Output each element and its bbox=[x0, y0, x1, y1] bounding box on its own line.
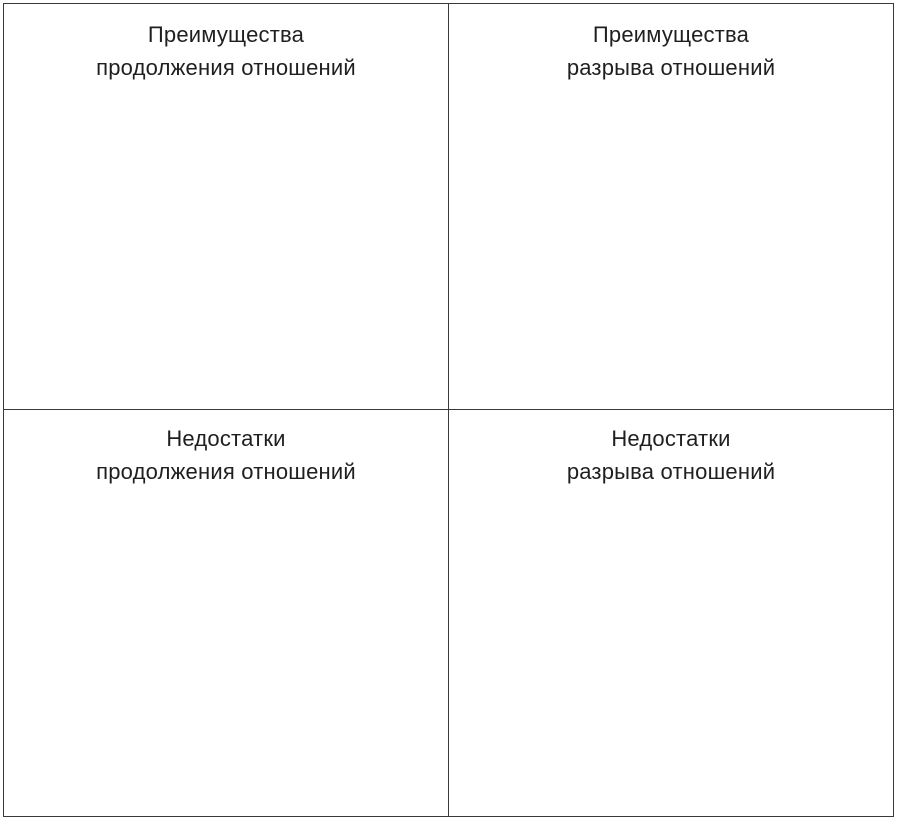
heading-line-2: разрыва отношений bbox=[566, 55, 776, 80]
heading-line-1: Преимущества bbox=[592, 22, 750, 47]
heading-line-1: Недостатки bbox=[611, 426, 731, 451]
heading-line-2: разрыва отношений bbox=[566, 459, 776, 484]
decision-matrix bbox=[3, 3, 894, 817]
heading-line-2: продолжения отношений bbox=[96, 55, 356, 80]
cell-heading bbox=[4, 18, 448, 84]
cell-heading bbox=[449, 18, 893, 84]
heading-line-1: Преимущества bbox=[147, 22, 305, 47]
cell-cons-breakup[interactable] bbox=[449, 410, 893, 816]
heading-line-1: Недостатки bbox=[166, 426, 286, 451]
heading-line-2: продолжения отношений bbox=[96, 459, 356, 484]
cell-pros-breakup[interactable] bbox=[449, 4, 893, 410]
cell-pros-continue[interactable] bbox=[4, 4, 449, 410]
cell-heading bbox=[449, 422, 893, 488]
cell-cons-continue[interactable] bbox=[4, 410, 449, 816]
cell-heading bbox=[4, 422, 448, 488]
